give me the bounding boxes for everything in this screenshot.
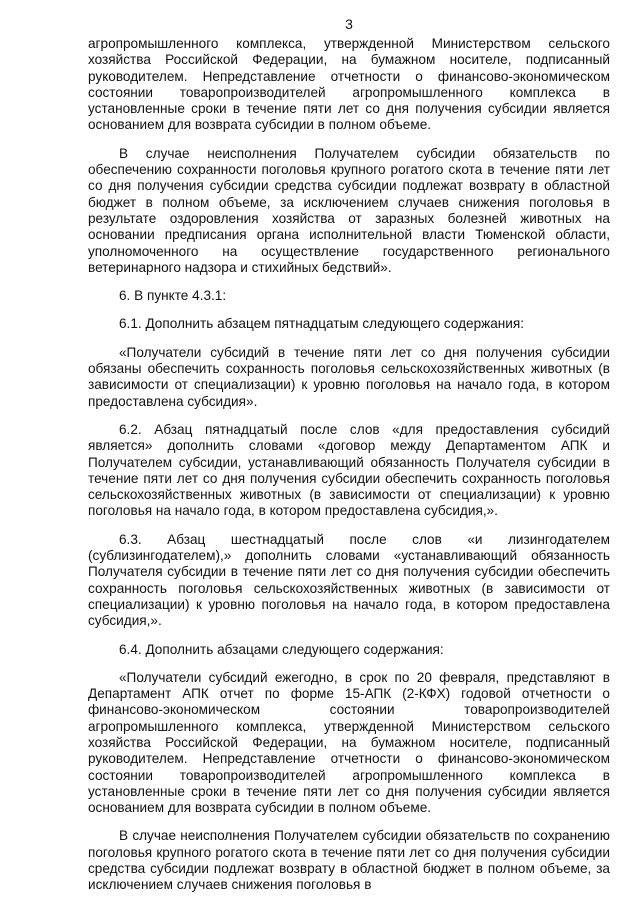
document-page (88, 14, 610, 894)
page-number: 3 (345, 16, 353, 32)
paragraph-quote-recipients: «Получатели субсидий в течение пяти лет со дня получения субсидии обязаны обеспечить сохранность поголовья сельскохозяйственных животных (в зависимости от специализации) к уровню поголовья на начало года, в котором предоставлена субсидия». (88, 344, 610, 409)
paragraph-item-6-3: 6.3. Абзац шестнадцатый после слов «и лизингодателем (сублизингодателем),» дополнить словами «устанавливающий обязанность Получателя субсидии в течение пяти лет со дня получения субсидии обеспечить сохранность поголовья сельскохозяйственных животных (в зависимости от специализации) к уровню поголовья на начало года, в котором предоставлена субсидия,». (88, 531, 610, 629)
paragraph-item-6-1: 6.1. Дополнить абзацем пятнадцатым следующего содержания: (119, 316, 525, 332)
paragraph-refund-condition: В случае неисполнения Получателем субсидии обязательств по обеспечению сохранности поголовья крупного рогатого скота в течение пяти лет со дня получения субсидии средства субсидии подлежат возврату в областной бюджет в полном объеме, за исключением случаев снижения поголовья в результате оздоровления хозяйства от заразных болезней животных на основании предписания органа исполнительной власти Тюменской области, уполномоченного на осуществление государственного регионального ветеринарного надзора и стихийных бедствий». (88, 145, 610, 275)
paragraph-item-6-2: 6.2. Абзац пятнадцатый после слов «для предоставления субсидий является» дополнить словами «договор между Департаментом АПК и Получателем субсидии, устанавливающий обязанность Получателя субсидии в течение пяти лет со дня получения субсидии обеспечить сохранность поголовья сельскохозяйственных животных (в зависимости от специализации) к уровню поголовья на начало года, в котором предоставлена субсидия,». (88, 421, 610, 519)
paragraph-refund-livestock: В случае неисполнения Получателем субсидии обязательств по сохранению поголовья крупного рогатого скота в течение пяти лет со дня получения субсидии средства субсидии подлежат возврату в областной бюджет в полном объеме, за исключением случаев снижения поголовья в (88, 828, 610, 893)
paragraph-quote-annual-report: «Получатели субсидий ежегодно, в срок по 20 февраля, представляют в Департамент АПК отчет по форме 15-АПК (2-КФХ) годовой отчетности о финансово-экономическом состоянии товаропроизводителей агропромышленного комплекса, утвержденной Министерством сельского хозяйства Российской Федерации, на бумажном носителе, подписанный руководителем. Непредставление отчетности о финансово-экономическом состоянии товаропроизводителей агропромышленного комплекса в установленные сроки в течение пяти лет со дня получения субсидии является основанием для возврата субсидии в полном объеме. (88, 669, 610, 816)
paragraph-item-6: 6. В пункте 4.3.1: (119, 288, 227, 304)
paragraph-continuation: агропромышленного комплекса, утвержденной Министерством сельского хозяйства Российской Федерации, на бумажном носителе, подписанный руководителем. Непредставление отчетности о финансово-экономическом состоянии товаропроизводителей агропромышленного комплекса в установленные сроки в течение пяти лет со дня получения субсидии является основанием для возврата субсидии в полном объеме. (88, 36, 610, 133)
paragraph-item-6-4: 6.4. Дополнить абзацами следующего содержания: (119, 641, 444, 657)
